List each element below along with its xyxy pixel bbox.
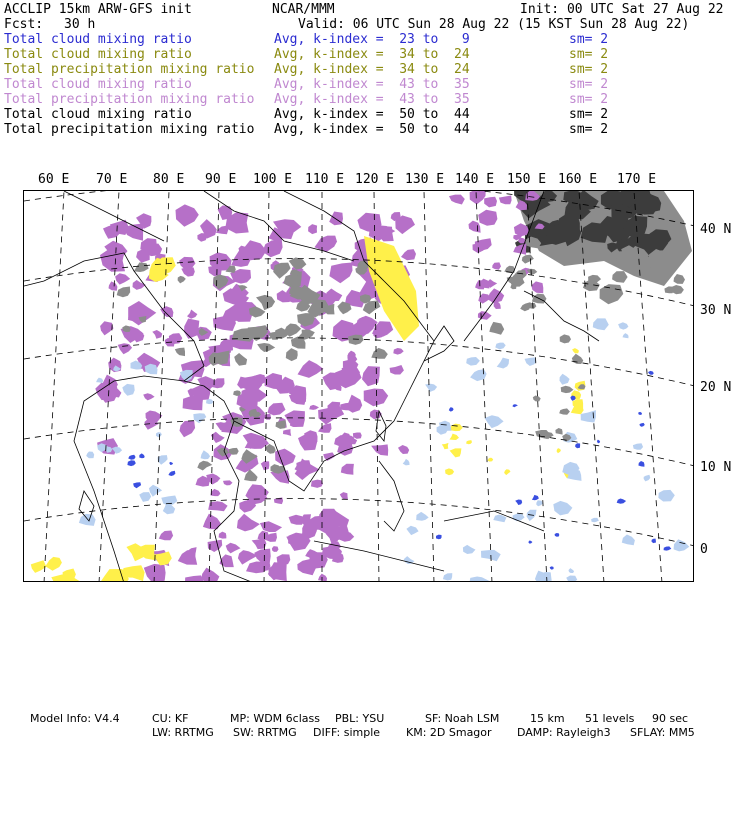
- light-blue-patch: [206, 399, 213, 404]
- sflay-scheme: SFLAY: MM5: [630, 726, 695, 739]
- yellow-patch: [572, 348, 579, 353]
- weather-map: [23, 190, 694, 582]
- precip-purple: [297, 558, 316, 575]
- cloud-gray-patch: [555, 428, 562, 435]
- lw-scheme: LW: RRTMG: [152, 726, 214, 739]
- precip-purple: [401, 249, 416, 260]
- precip-purple: [353, 433, 362, 439]
- field-row: [4, 107, 736, 122]
- parallel-line: [24, 499, 694, 546]
- light-blue-patch: [560, 374, 570, 385]
- yellow-patch: [450, 424, 463, 432]
- blue-patch: [139, 453, 144, 458]
- yellow-patch: [449, 434, 459, 440]
- precip-purple: [187, 310, 197, 319]
- cloud-gray-patch: [117, 287, 131, 298]
- precip-purple: [184, 319, 199, 339]
- latitude-label: 10 N: [700, 460, 732, 475]
- light-blue-patch: [497, 358, 509, 369]
- coastline: [424, 326, 454, 361]
- field-avg: Avg, k-index = 43 to 35: [274, 92, 470, 107]
- cloud-dark-patch: [642, 235, 668, 251]
- km-scheme: KM: 2D Smagor: [406, 726, 492, 739]
- longitude-label: 70 E: [96, 172, 128, 187]
- longitude-label: 110 E: [305, 172, 345, 187]
- precip-purple: [398, 445, 409, 454]
- light-blue-patch: [193, 413, 206, 423]
- yellow-patch: [45, 557, 62, 571]
- precip-purple: [284, 410, 305, 427]
- blue-patch: [449, 407, 454, 412]
- blue-patch: [436, 535, 442, 540]
- cloud-gray-patch: [559, 408, 570, 414]
- precip-purple: [341, 464, 354, 475]
- field-row: [4, 92, 736, 107]
- precip-purple: [180, 421, 196, 438]
- light-blue-patch: [403, 459, 410, 466]
- light-blue-patch: [156, 432, 162, 437]
- light-blue-patch: [485, 415, 504, 428]
- precip-purple: [478, 210, 497, 226]
- blue-patch: [515, 500, 522, 506]
- field-avg: Avg, k-index = 34 to 24: [274, 47, 470, 62]
- longitude-label: 90 E: [205, 172, 237, 187]
- cloud-gray-patch: [289, 257, 307, 269]
- light-blue-patch: [443, 573, 452, 580]
- field-avg: Avg, k-index = 43 to 35: [274, 77, 470, 92]
- blue-patch: [127, 460, 135, 466]
- field-row: [4, 122, 736, 137]
- cloud-gray-patch: [535, 430, 550, 439]
- field-smoothing: sm= 2: [569, 77, 609, 92]
- cu-scheme: CU: KF: [152, 712, 189, 725]
- field-avg: Avg, k-index = 50 to 44: [274, 107, 470, 122]
- precip-purple: [318, 574, 327, 582]
- light-blue-patch: [149, 485, 162, 497]
- light-blue-patch: [525, 357, 537, 366]
- light-blue-patch: [623, 333, 629, 338]
- precip-purple: [370, 410, 382, 420]
- blue-patch: [648, 371, 654, 375]
- blue-patch: [128, 455, 135, 460]
- light-blue-patch: [86, 452, 94, 459]
- precip-purple: [226, 543, 241, 554]
- precip-purple: [183, 395, 204, 410]
- light-blue-patch: [201, 450, 211, 459]
- cloud-gray-patch: [257, 343, 275, 352]
- timestep: 90 sec: [652, 712, 689, 725]
- light-blue-patch: [425, 384, 437, 392]
- light-blue-patch: [593, 318, 609, 330]
- precip-purple: [478, 311, 492, 320]
- light-blue-patch: [618, 322, 628, 329]
- light-blue-patch: [416, 512, 429, 521]
- precip-purple: [487, 288, 504, 303]
- field-smoothing: sm= 2: [569, 122, 609, 137]
- latitude-label: 40 N: [700, 222, 732, 237]
- blue-patch: [617, 499, 626, 504]
- precip-purple: [362, 366, 380, 386]
- precip-purple: [272, 546, 279, 552]
- field-smoothing: sm= 2: [569, 107, 609, 122]
- light-blue-patch: [466, 357, 480, 366]
- sw-scheme: SW: RRTMG: [233, 726, 297, 739]
- light-blue-patch: [513, 513, 525, 521]
- field-name: Total cloud mixing ratio: [4, 77, 192, 92]
- longitude-label: 80 E: [153, 172, 185, 187]
- blue-patch: [133, 482, 141, 488]
- cloud-gray-patch: [560, 334, 571, 343]
- precip-purple: [340, 492, 348, 500]
- light-blue-patch: [674, 539, 690, 551]
- precip-purple: [218, 205, 233, 220]
- field-row: [4, 32, 736, 47]
- longitude-label: 130 E: [405, 172, 445, 187]
- light-blue-patch: [495, 343, 505, 350]
- precip-purple: [449, 195, 465, 205]
- precip-purple: [118, 343, 132, 354]
- yellow-patch: [31, 560, 47, 573]
- plot-title: ACCLIP 15km ARW-GFS init: [4, 2, 192, 17]
- init-time: Init: 00 UTC Sat 27 Aug 22: [520, 2, 724, 17]
- pbl-scheme: PBL: YSU: [335, 712, 385, 725]
- precip-purple: [469, 221, 481, 233]
- blue-patch: [664, 546, 672, 550]
- precip-purple: [393, 348, 403, 355]
- field-smoothing: sm= 2: [569, 62, 609, 77]
- light-blue-patch: [633, 443, 643, 450]
- field-name: Total precipitation mixing ratio: [4, 92, 255, 107]
- precip-purple: [308, 224, 317, 234]
- longitude-label: 140 E: [455, 172, 495, 187]
- light-blue-patch: [553, 501, 572, 516]
- organization-label: NCAR/MMM: [272, 2, 335, 17]
- blue-patch: [638, 412, 642, 415]
- yellow-patch: [488, 458, 494, 462]
- precip-purple: [152, 330, 162, 339]
- cloud-gray-patch: [533, 396, 541, 402]
- precip-purple: [160, 306, 173, 317]
- field-name: Total cloud mixing ratio: [4, 107, 192, 122]
- precip-purple: [109, 281, 118, 290]
- forecast-hour: 30 h: [64, 17, 96, 32]
- light-blue-patch: [569, 568, 575, 573]
- cloud-gray-patch: [600, 284, 624, 304]
- precip-purple: [318, 423, 332, 433]
- cloud-gray-patch: [561, 386, 574, 393]
- longitude-label: 100 E: [253, 172, 293, 187]
- precip-purple: [309, 405, 319, 410]
- light-blue-patch: [566, 576, 577, 583]
- yellow-patch: [442, 443, 449, 449]
- field-row: [4, 77, 736, 92]
- map-canvas: [24, 191, 694, 582]
- light-blue-patch: [658, 490, 674, 502]
- precip-purple: [329, 212, 343, 226]
- precip-purple: [159, 531, 173, 541]
- precip-purple: [211, 489, 221, 496]
- precip-purple: [390, 365, 404, 375]
- field-smoothing: sm= 2: [569, 32, 609, 47]
- yellow-patch: [51, 574, 73, 582]
- cloud-gray-patch: [286, 348, 298, 361]
- precip-purple: [311, 480, 323, 488]
- precip-purple: [219, 532, 227, 539]
- precip-purple: [260, 521, 282, 532]
- vertical-levels: 51 levels: [585, 712, 635, 725]
- cloud-gray-patch: [234, 353, 247, 366]
- blue-patch: [169, 462, 173, 465]
- blue-patch: [638, 461, 644, 467]
- cloud-gray-patch: [674, 274, 686, 284]
- light-blue-patch: [470, 369, 487, 381]
- mp-scheme: MP: WDM 6class: [230, 712, 320, 725]
- latitude-label: 30 N: [700, 303, 732, 318]
- precip-purple: [176, 204, 199, 226]
- longitude-label: 120 E: [355, 172, 395, 187]
- light-blue-patch: [96, 378, 103, 384]
- cloud-gray-patch: [572, 354, 584, 364]
- model-version: Model Info: V4.4: [30, 712, 120, 725]
- parallel-line: [24, 418, 694, 466]
- precip-purple: [268, 403, 286, 416]
- light-blue-patch: [469, 577, 489, 583]
- yellow-patch: [445, 468, 454, 475]
- field-avg: Avg, k-index = 50 to 44: [274, 122, 470, 137]
- resolution: 15 km: [530, 712, 565, 725]
- precip-purple: [531, 281, 543, 293]
- valid-time: Valid: 06 UTC Sun 28 Aug 22 (15 KST Sun 28 Aug 22): [298, 17, 690, 32]
- forecast-label: Fcst:: [4, 17, 44, 32]
- precip-purple: [298, 433, 317, 450]
- latitude-label: 0: [700, 542, 708, 557]
- yellow-patch: [466, 440, 472, 444]
- light-blue-patch: [644, 475, 651, 482]
- damp-scheme: DAMP: Rayleigh3: [517, 726, 611, 739]
- cloud-gray-patch: [265, 444, 276, 454]
- sf-scheme: SF: Noah LSM: [425, 712, 500, 725]
- meridian-line: [44, 191, 64, 582]
- blue-patch: [512, 404, 518, 407]
- blue-patch: [575, 443, 580, 448]
- longitude-label: 160 E: [558, 172, 598, 187]
- precip-purple: [364, 389, 389, 407]
- precip-purple: [492, 262, 501, 269]
- blue-patch: [640, 423, 645, 427]
- blue-patch: [168, 471, 175, 476]
- blue-patch: [529, 540, 533, 543]
- field-row: [4, 62, 736, 77]
- field-name: Total precipitation mixing ratio: [4, 122, 255, 137]
- precip-purple: [346, 395, 362, 413]
- precip-purple: [239, 499, 256, 512]
- precip-purple: [100, 321, 113, 335]
- field-row: [4, 47, 736, 62]
- cloud-gray-patch: [197, 461, 212, 471]
- precip-purple: [329, 263, 352, 284]
- yellow-patch: [504, 469, 510, 475]
- cloud-gray-patch: [134, 262, 149, 272]
- light-blue-patch: [463, 545, 476, 554]
- light-blue-patch: [591, 518, 599, 522]
- precip-purple: [115, 273, 130, 284]
- precip-purple: [201, 568, 219, 582]
- field-name: Total precipitation mixing ratio: [4, 62, 255, 77]
- precip-purple: [237, 514, 260, 532]
- cloud-gray-patch: [671, 285, 684, 294]
- precip-purple: [470, 191, 486, 205]
- coastline: [24, 253, 204, 582]
- blue-patch: [597, 440, 600, 444]
- precip-purple: [185, 575, 203, 582]
- cloud-gray-patch: [276, 420, 286, 429]
- cloud-gray-patch: [175, 348, 185, 357]
- field-avg: Avg, k-index = 34 to 24: [274, 62, 470, 77]
- precip-purple: [133, 280, 146, 290]
- cloud-gray-patch: [522, 255, 534, 264]
- cloud-gray-patch: [233, 390, 241, 396]
- cloud-gray-patch: [178, 276, 186, 284]
- precip-purple: [371, 444, 388, 455]
- cloud-gray-patch: [612, 271, 628, 283]
- field-name: Total cloud mixing ratio: [4, 32, 192, 47]
- cloud-gray-patch: [348, 335, 364, 345]
- latitude-label: 20 N: [700, 380, 732, 395]
- light-blue-patch: [79, 514, 96, 526]
- longitude-label: 150 E: [507, 172, 547, 187]
- blue-patch: [651, 539, 656, 544]
- longitude-label: 170 E: [617, 172, 657, 187]
- blue-patch: [532, 495, 539, 500]
- yellow-patch: [557, 448, 561, 453]
- field-name: Total cloud mixing ratio: [4, 47, 192, 62]
- cloud-gray-patch: [527, 269, 537, 275]
- field-smoothing: sm= 2: [569, 47, 609, 62]
- precip-purple: [268, 564, 287, 581]
- light-blue-patch: [139, 492, 151, 502]
- precip-purple: [484, 197, 497, 208]
- light-blue-patch: [406, 526, 418, 535]
- precip-purple: [143, 393, 154, 400]
- yellow-patch: [450, 448, 462, 457]
- coastline: [379, 461, 404, 531]
- blue-patch: [555, 533, 560, 537]
- precip-purple: [223, 480, 233, 485]
- light-blue-patch: [493, 515, 506, 523]
- light-blue-patch: [622, 535, 635, 546]
- longitude-label: 60 E: [38, 172, 70, 187]
- field-avg: Avg, k-index = 23 to 9: [274, 32, 470, 47]
- light-blue-patch: [536, 500, 542, 506]
- cloud-gray-patch: [520, 302, 530, 311]
- precip-purple: [262, 239, 282, 257]
- precip-purple: [261, 461, 270, 470]
- precip-purple: [283, 429, 291, 436]
- blue-patch: [550, 566, 554, 569]
- cloud-gray-patch: [489, 322, 504, 335]
- field-smoothing: sm= 2: [569, 92, 609, 107]
- cloud-gray-patch: [371, 348, 388, 359]
- light-blue-patch: [122, 384, 134, 396]
- diff-scheme: DIFF: simple: [313, 726, 381, 739]
- yellow-patch: [571, 404, 584, 414]
- precip-purple: [499, 196, 512, 205]
